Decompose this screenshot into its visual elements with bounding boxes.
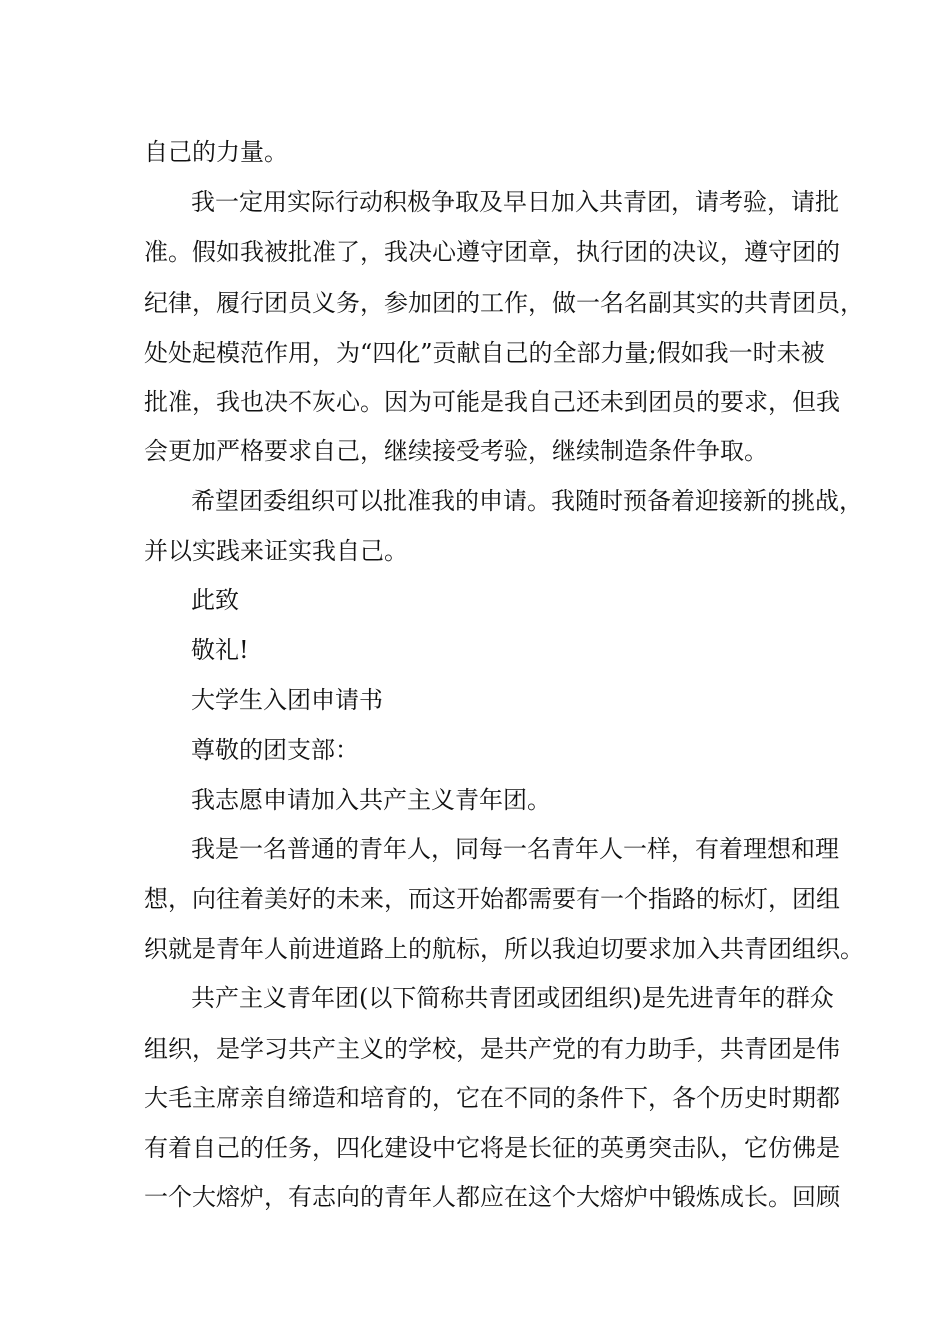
paragraph-first-line: 我志愿申请加入共产主义青年团。	[191, 786, 551, 814]
text-line: 大毛主席亲自缔造和培育的，它在不同的条件下，各个历史时期都	[144, 1084, 840, 1112]
text-line: 一个大熔炉，有志向的青年人都应在这个大熔炉中锻炼成长。回顾	[144, 1183, 840, 1211]
text-line: 纪律，履行团员义务，参加团的工作，做一名名副其实的共青团员，	[144, 289, 864, 317]
paragraph-first-line: 我是一名普通的青年人，同每一名青年人一样，有着理想和理	[191, 835, 839, 863]
paragraph-first-line: 希望团委组织可以批准我的申请。我随时预备着迎接新的挑战，	[191, 487, 863, 515]
paragraph-first-line: 我一定用实际行动积极争取及早日加入共青团，请考验，请批	[191, 188, 839, 216]
greeting-line: 尊敬的团支部：	[191, 736, 359, 764]
text-line: 组织，是学习共产主义的学校，是共产党的有力助手，共青团是伟	[144, 1035, 840, 1063]
text-line: 会更加严格要求自己，继续接受考验，继续制造条件争取。	[144, 437, 768, 465]
text-line: 批准，我也决不灰心。因为可能是我自己还未到团员的要求，但我	[144, 388, 840, 416]
text-line: 想，向往着美好的未来，而这开始都需要有一个指路的标灯，团组	[144, 885, 840, 913]
closing-regards: 敬礼!	[191, 636, 249, 664]
section-title: 大学生入团申请书	[191, 686, 383, 714]
text-line: 织就是青年人前进道路上的航标，所以我迫切要求加入共青团组织。	[144, 935, 864, 963]
text-line: 处处起模范作用，为“四化”贡献自己的全部力量;假如我一时未被	[144, 339, 825, 367]
text-line: 自己的力量。	[144, 138, 288, 166]
text-line: 有着自己的任务，四化建设中它将是长征的英勇突击队，它仿佛是	[144, 1134, 840, 1162]
paragraph-first-line: 共产主义青年团(以下简称共青团或团组织)是先进青年的群众	[191, 984, 834, 1012]
text-line: 准。假如我被批准了，我决心遵守团章，执行团的决议，遵守团的	[144, 238, 840, 266]
closing-salutation: 此致	[191, 586, 239, 614]
text-line: 并以实践来证实我自己。	[144, 537, 408, 565]
